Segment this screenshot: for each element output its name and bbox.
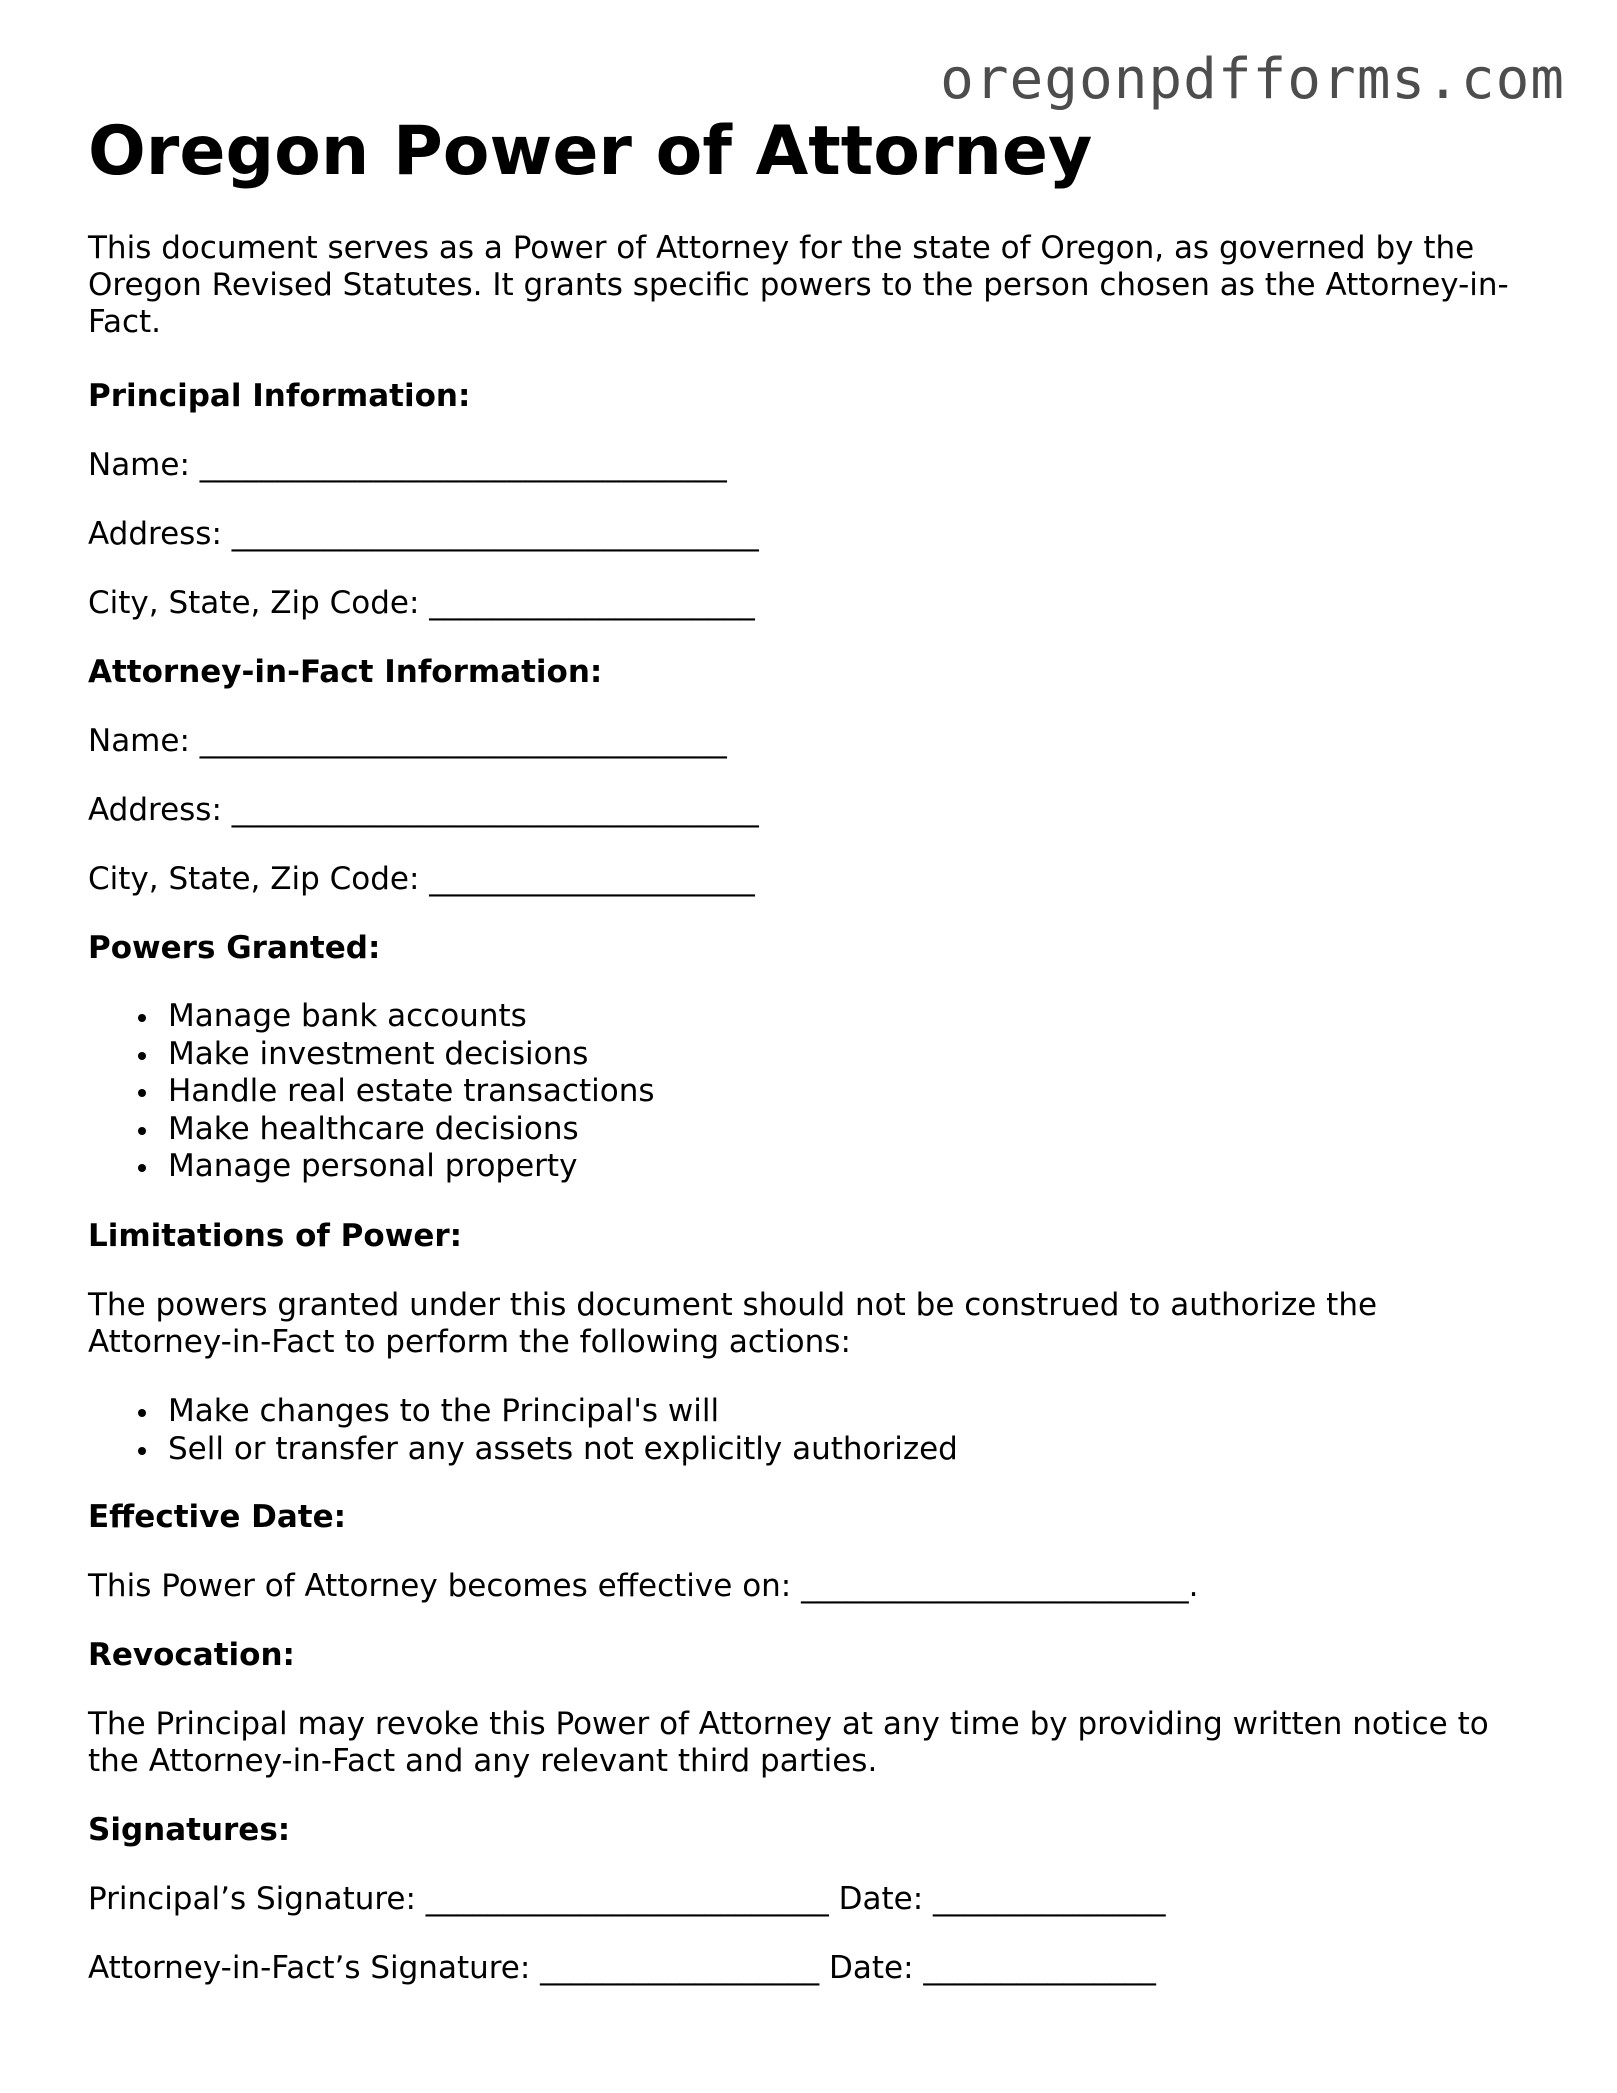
- list-item: Make changes to the Principal's will: [168, 1393, 958, 1431]
- principal-signature-line: Principal’s Signature: __________________________ Date: _______________: [88, 1881, 1166, 1917]
- powers-list: [88, 998, 655, 1186]
- list-item: Manage personal property: [168, 1148, 655, 1186]
- attorney-city-field: City, State, Zip Code: _____________________: [88, 861, 755, 897]
- attorney-heading: Attorney-in-Fact Information:: [88, 654, 603, 690]
- limitations-list: [88, 1393, 958, 1468]
- principal-heading: Principal Information:: [88, 378, 471, 414]
- powers-heading: Powers Granted:: [88, 930, 381, 966]
- document-page: [88, 112, 1528, 1986]
- page-title: Oregon Power of Attorney: [88, 112, 1093, 191]
- effective-heading: Effective Date:: [88, 1499, 347, 1535]
- intro-paragraph: This document serves as a Power of Attorney for the state of Oregon, as governed by the Oregon Revised Statutes. It grants specific powers to the person chosen as the Attorney-in-Fact.: [88, 230, 1509, 340]
- limitations-heading: Limitations of Power:: [88, 1218, 463, 1254]
- list-item: Handle real estate transactions: [168, 1073, 655, 1109]
- signatures-heading: Signatures:: [88, 1812, 291, 1848]
- site-watermark: oregonpdfforms.com: [940, 47, 1565, 112]
- principal-city-field: City, State, Zip Code: _____________________: [88, 585, 755, 621]
- limitations-paragraph: The powers granted under this document should not be construed to authorize the Attorney-in-Fact to perform the following actions:: [88, 1287, 1378, 1360]
- attorney-name-field: Name: __________________________________: [88, 723, 727, 759]
- revocation-heading: Revocation:: [88, 1637, 295, 1673]
- principal-name-field: Name: __________________________________: [88, 447, 727, 483]
- list-item: Manage bank accounts: [168, 998, 655, 1036]
- list-item: Make investment decisions: [168, 1036, 655, 1074]
- list-item: Sell or transfer any assets not explicitly authorized: [168, 1430, 958, 1467]
- revocation-paragraph: The Principal may revoke this Power of Attorney at any time by providing written notice to the Attorney-in-Fact and any relevant third parties.: [88, 1706, 1489, 1779]
- attorney-address-field: Address: __________________________________: [88, 792, 759, 828]
- list-item: Make healthcare decisions: [168, 1111, 655, 1149]
- effective-date-field: This Power of Attorney becomes effective on: _________________________.: [88, 1568, 1199, 1604]
- principal-address-field: Address: __________________________________: [88, 516, 759, 552]
- attorney-signature-line: Attorney-in-Fact’s Signature: __________________ Date: _______________: [88, 1950, 1156, 1986]
